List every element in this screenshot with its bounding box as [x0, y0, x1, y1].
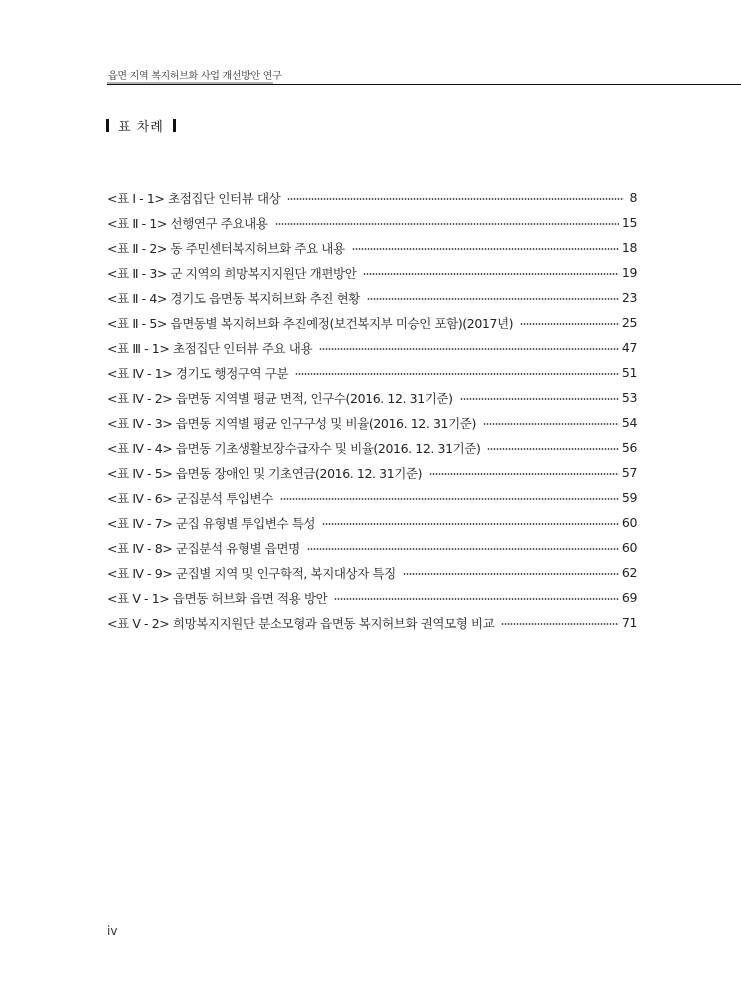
toc-entry-page: 15 [621, 215, 637, 230]
toc-entry-page: 18 [621, 240, 637, 255]
toc-entry[interactable] [107, 435, 637, 460]
toc-entry-label: <표 Ⅳ - 8> 군집분석 유형별 읍면명 [107, 540, 300, 556]
running-header-title: 읍면 지역 복지허브화 사업 개선방안 연구 [108, 71, 282, 82]
toc-entry-label: <표 Ⅳ - 5> 읍면동 장애인 및 기초연금(2016. 12. 31기준) [107, 465, 423, 481]
page-number: iv [107, 924, 118, 938]
toc-entry-label: <표 Ⅱ - 1> 선행연구 주요내용 [107, 215, 268, 231]
toc-entry[interactable] [107, 585, 637, 610]
toc-entry-page: 56 [621, 440, 637, 455]
toc-entry-label: <표 Ⅰ - 1> 초점집단 인터뷰 대상 [107, 190, 281, 206]
table-of-tables [107, 185, 637, 635]
toc-entry-page: 47 [621, 340, 637, 355]
toc-entry-page: 60 [621, 515, 637, 530]
section-title [106, 117, 176, 133]
toc-dot-leader [520, 323, 619, 325]
toc-entry-page: 54 [621, 415, 637, 430]
toc-entry[interactable] [107, 410, 637, 435]
toc-entry-page: 57 [621, 465, 637, 480]
toc-entry-page: 60 [621, 540, 637, 555]
toc-entry-page: 59 [621, 490, 637, 505]
toc-entry-label: <표 Ⅳ - 3> 읍면동 지역별 평균 인구구성 및 비율(2016. 12. 31기준) [107, 415, 476, 431]
toc-dot-leader [322, 523, 619, 525]
title-bar-right [173, 119, 176, 132]
toc-entry-page: 25 [621, 315, 637, 330]
toc-entry-page: 53 [621, 390, 637, 405]
toc-entry[interactable] [107, 485, 637, 510]
toc-entry[interactable] [107, 360, 637, 385]
toc-dot-leader [307, 548, 619, 550]
toc-dot-leader [403, 573, 619, 575]
section-title-text: 표 차례 [118, 119, 164, 135]
toc-dot-leader [334, 598, 619, 600]
toc-entry-page: 19 [621, 265, 637, 280]
toc-entry-label: <표 Ⅱ - 4> 경기도 읍면동 복지허브화 추진 현황 [107, 290, 360, 306]
toc-entry-label: <표 Ⅳ - 4> 읍면동 기초생활보장수급자수 및 비율(2016. 12. 31기준) [107, 440, 481, 456]
toc-entry[interactable] [107, 385, 637, 410]
toc-entry[interactable] [107, 185, 637, 210]
toc-entry[interactable] [107, 335, 637, 360]
toc-dot-leader [487, 448, 618, 450]
toc-entry-page: 69 [621, 590, 637, 605]
toc-dot-leader [352, 248, 619, 250]
toc-dot-leader [483, 423, 619, 425]
toc-entry[interactable] [107, 510, 637, 535]
toc-dot-leader [319, 348, 619, 350]
toc-dot-leader [460, 398, 619, 400]
toc-dot-leader [501, 623, 619, 625]
toc-entry-label: <표 Ⅳ - 1> 경기도 행정구역 구분 [107, 365, 289, 381]
toc-entry[interactable] [107, 285, 637, 310]
toc-entry[interactable] [107, 610, 637, 635]
toc-entry-page: 23 [621, 290, 637, 305]
header-rule [107, 84, 741, 85]
title-bar-left [106, 119, 109, 132]
toc-entry-label: <표 Ⅱ - 2> 동 주민센터복지허브화 주요 내용 [107, 240, 345, 256]
toc-entry[interactable] [107, 310, 637, 335]
toc-dot-leader [295, 373, 619, 375]
toc-entry[interactable] [107, 260, 637, 285]
toc-entry-label: <표 Ⅱ - 3> 군 지역의 희망복지지원단 개편방안 [107, 265, 357, 281]
toc-dot-leader [367, 298, 619, 300]
toc-dot-leader [275, 223, 619, 225]
toc-entry-label: <표 Ⅳ - 6> 군집분석 투입변수 [107, 490, 273, 506]
toc-entry-label: <표 Ⅴ - 1> 읍면동 허브화 읍면 적용 방안 [107, 590, 328, 606]
toc-entry-page: 62 [621, 565, 637, 580]
toc-entry[interactable] [107, 535, 637, 560]
toc-entry[interactable] [107, 210, 637, 235]
toc-entry-label: <표 Ⅳ - 7> 군집 유형별 투입변수 특성 [107, 515, 316, 531]
toc-entry-label: <표 Ⅳ - 2> 읍면동 지역별 평균 면적, 인구수(2016. 12. 31기준) [107, 390, 453, 406]
toc-entry-label: <표 Ⅱ - 5> 읍면동별 복지허브화 추진예정(보건복지부 미승인 포함)(2017년) [107, 315, 514, 331]
toc-entry[interactable] [107, 460, 637, 485]
toc-dot-leader [429, 473, 619, 475]
toc-entry-page: 8 [629, 190, 637, 205]
toc-entry-page: 51 [621, 365, 637, 380]
toc-entry-label: <표 Ⅲ - 1> 초점집단 인터뷰 주요 내용 [107, 340, 313, 356]
toc-dot-leader [287, 198, 624, 200]
toc-entry-page: 71 [621, 615, 637, 630]
toc-dot-leader [363, 273, 619, 275]
toc-entry-label: <표 Ⅴ - 2> 희망복지지원단 분소모형과 읍면동 복지허브화 권역모형 비교 [107, 615, 495, 631]
toc-entry[interactable] [107, 235, 637, 260]
toc-entry[interactable] [107, 560, 637, 585]
toc-dot-leader [280, 498, 619, 500]
toc-entry-label: <표 Ⅳ - 9> 군집별 지역 및 인구학적, 복지대상자 특징 [107, 565, 396, 581]
